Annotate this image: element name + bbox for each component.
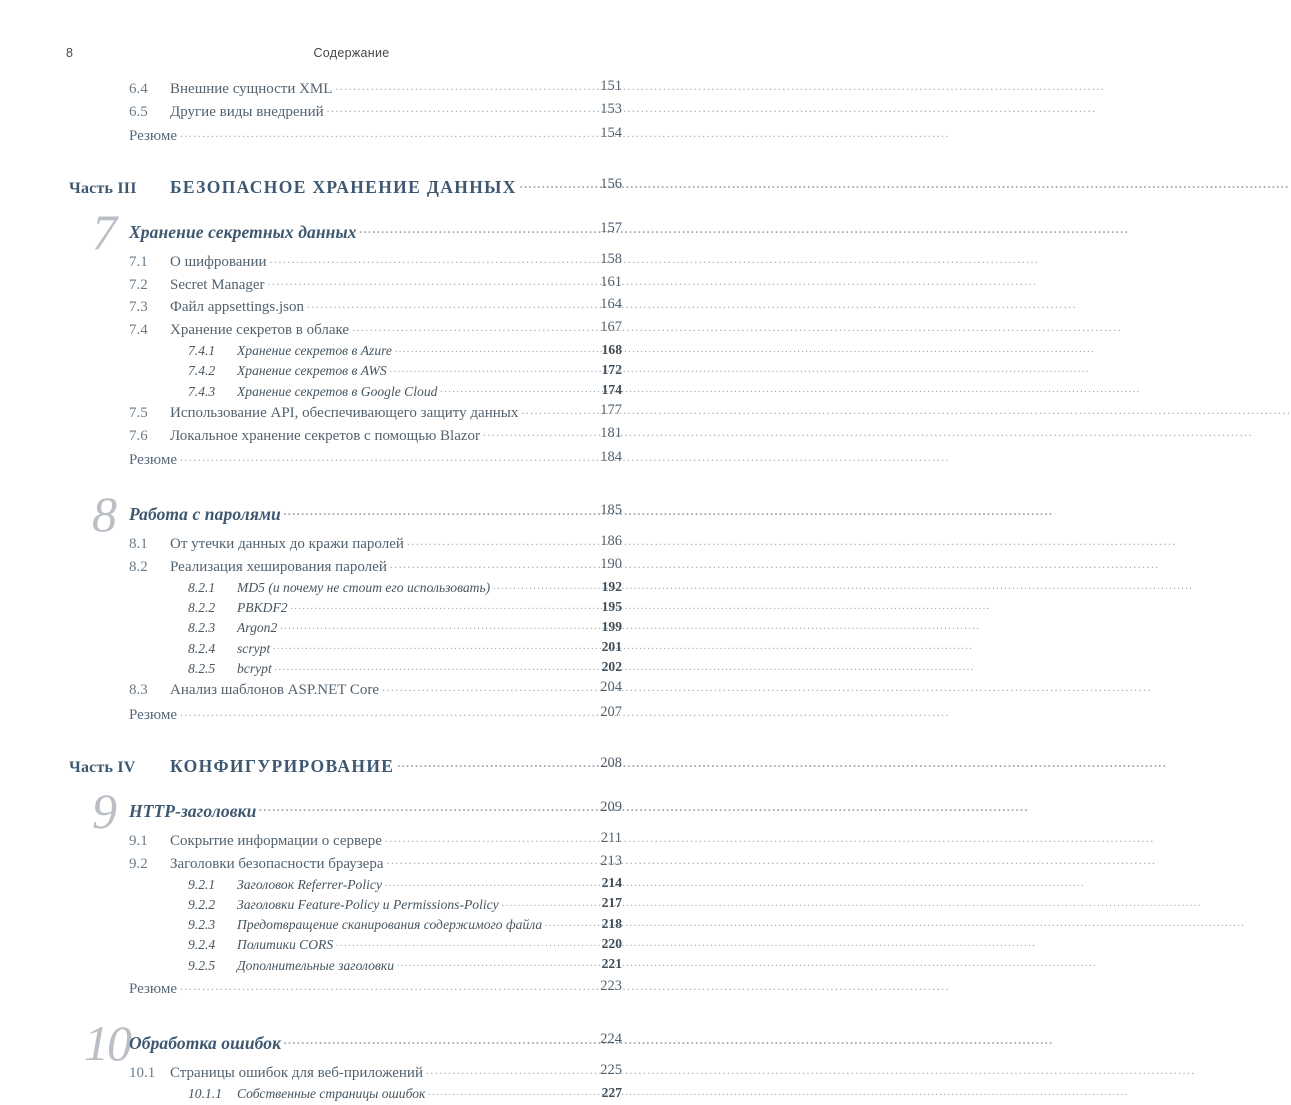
part-title-row[interactable] [0,755,703,785]
page-number: 184 [600,449,622,466]
page-number: 195 [601,598,622,614]
section-number: 7.3 [129,299,148,316]
leader-dots [259,799,620,817]
subsection-number: 8.2.3 [188,620,216,636]
leader-dots [440,382,620,396]
section-title: О шифровании [170,254,267,271]
leader-dots [390,556,620,571]
section-number: 8.3 [129,682,148,699]
subsection-entry[interactable] [0,875,703,895]
part-title: КОНФИГУРИРОВАНИЕ [170,756,395,777]
page-number: 199 [601,618,622,634]
subsection-entry[interactable] [0,916,703,936]
subsection-title: bcrypt [237,660,272,676]
subsection-number: 7.4.1 [188,343,216,359]
section-title: Локальное хранение секретов с помощью Blazor [170,427,481,444]
page-number: 185 [600,502,622,519]
page-number: 224 [600,1031,622,1048]
leader-dots [390,362,620,376]
page-number: 151 [600,78,622,94]
leader-dots [307,296,620,311]
page-number: 177 [600,402,622,419]
leader-dots [395,342,620,356]
section-number: 8.2 [129,558,148,575]
chapter-number: 8 [92,486,116,543]
section-entry[interactable] [0,296,703,319]
page-number: 167 [600,318,622,335]
section-number: 7.6 [129,427,148,444]
subsection-entry[interactable] [0,1085,703,1105]
section-title: Заголовки безопасности браузера [170,855,384,872]
subsection-number: 7.4.3 [188,383,216,399]
chapter-title-row[interactable] [0,1031,703,1058]
section-title: Другие виды внедрений [170,103,324,120]
toc-entry-list [0,78,703,1105]
section-number: 6.4 [129,81,148,97]
section-title: Внешние сущности XML [170,81,333,97]
page-number: 190 [600,555,622,572]
subsection-title: Заголовок Referrer-Policy [237,876,382,892]
page-number: 227 [601,1084,622,1100]
part-label: Часть IV [69,759,136,777]
page-number: 156 [600,176,622,193]
subsection-entry[interactable] [0,936,703,956]
leader-dots [284,1031,620,1049]
leader-dots [382,679,620,694]
resume-label: Резюме [129,452,178,469]
leader-dots [397,956,620,970]
running-head [0,46,703,68]
page-number: 204 [600,679,622,696]
section-number: 7.1 [129,254,148,271]
leader-dots [180,125,620,140]
leader-dots [273,639,620,653]
page-number: 214 [601,875,622,891]
section-number: 8.1 [129,536,148,553]
page-number: 218 [601,915,622,931]
subsection-number: 8.2.1 [188,580,216,596]
section-entry[interactable] [0,556,703,579]
page-number: 207 [600,704,622,721]
section-title: Реализация хеширования паролей [170,558,387,575]
page-number: 181 [600,424,622,441]
section-number: 9.1 [129,833,148,850]
subsection-title: Хранение секретов в AWS [237,363,387,379]
page-number: 213 [600,852,622,869]
leader-dots [180,704,620,719]
leader-dots [385,875,620,889]
section-entry[interactable] [0,274,703,297]
subsection-entry[interactable] [0,599,703,619]
subsection-number: 8.2.4 [188,640,216,656]
subsection-title: Хранение секретов в Azure [237,343,392,359]
chapter-title: Хранение секретных данных [129,221,357,242]
subsection-entry[interactable] [0,342,703,362]
leader-dots [180,449,620,464]
section-entry[interactable] [0,101,703,124]
section-entry[interactable] [0,78,703,101]
page-number: 161 [600,273,622,290]
subsection-title: PBKDF2 [237,600,288,616]
subsection-title: Заголовки Feature-Policy и Permissions-Policy [237,897,499,912]
leader-dots [336,936,620,950]
subsection-number: 9.2.3 [188,917,216,933]
section-title: Сокрытие информации о сервере [170,833,382,850]
subsection-number: 9.2.4 [188,937,216,953]
section-title: От утечки данных до кражи паролей [170,536,404,553]
section-entry[interactable] [0,425,703,448]
resume-entry[interactable] [0,704,703,727]
subsection-title: Политики CORS [237,937,334,953]
section-number: 10.1 [129,1065,156,1082]
section-entry[interactable] [0,1062,703,1085]
part-entry[interactable] [0,755,703,785]
subsection-title: Argon2 [237,620,278,636]
section-entry[interactable] [0,830,703,853]
resume-entry[interactable] [0,125,703,148]
chapter-number: 9 [92,783,116,840]
resume-label: Резюме [129,128,178,145]
leader-dots [385,830,620,845]
page-number: 211 [600,830,622,847]
part-spacer [0,727,703,755]
part-title-row[interactable] [0,176,703,206]
leader-dots [428,1085,620,1099]
leader-dots [352,319,620,334]
page-number: 157 [600,220,622,237]
part-title: БЕЗОПАСНОЕ ХРАНЕНИЕ ДАННЫХ [170,177,517,198]
leader-dots [180,978,620,993]
resume-entry[interactable] [0,449,703,472]
chapter-title: Работа с паролями [129,503,281,524]
page-number: 172 [601,361,622,377]
page-number: 154 [600,125,622,142]
section-number: 7.5 [129,405,148,422]
page-number: 220 [601,935,622,951]
leader-dots [268,274,620,289]
leader-dots [327,101,620,116]
leader-dots [407,533,620,548]
chapter-title-row[interactable] [0,220,703,247]
section-entry[interactable] [0,853,703,876]
chapter-title-row[interactable] [0,799,703,826]
subsection-entry[interactable] [0,895,703,915]
page-number: 158 [600,251,622,268]
subsection-title: Хранение секретов в Google Cloud [237,383,438,399]
part-label: Часть III [69,180,137,198]
part-spacer [0,148,703,176]
subsection-entry[interactable] [0,956,703,976]
subsection-number: 8.2.2 [188,600,216,616]
subsection-number: 7.4.2 [188,363,216,379]
subsection-number: 8.2.5 [188,660,216,676]
section-title: Использование API, обеспечивающего защиту данных [170,405,519,422]
page-number: 221 [601,955,622,971]
chapter-title: HTTP-заголовки [129,800,257,821]
chapter-number: 10 [84,1015,130,1072]
resume-entry[interactable] [0,978,703,1001]
section-title: Secret Manager [170,276,265,293]
subsection-entry[interactable] [0,382,703,402]
chapter-number: 7 [92,204,116,261]
resume-label: Резюме [129,707,178,724]
section-entry[interactable] [0,251,703,274]
subsection-entry[interactable] [0,639,703,659]
subsection-entry[interactable] [0,579,703,599]
subsection-number: 9.2.1 [188,876,216,892]
leader-dots [284,502,620,520]
part-entry[interactable] [0,176,703,206]
leader-dots [275,659,620,673]
subsection-title: Собственные страницы ошибок [237,1086,426,1102]
leader-dots [387,853,620,868]
section-title: Страницы ошибок для веб-приложений [170,1065,423,1082]
page-number: 217 [601,895,622,911]
section-number: 9.2 [129,855,148,872]
subsection-title: Предотвращение сканирования содержимого файла [237,917,543,933]
leader-dots [397,755,620,772]
page-number: 192 [601,578,622,594]
page-number: 186 [600,533,622,550]
section-entry[interactable] [0,679,703,702]
page-number: 225 [600,1062,622,1079]
page-number: 168 [601,341,622,357]
subsection-number: 9.2.2 [188,897,216,912]
page-folio: 8 [66,46,74,60]
leader-dots [426,1062,620,1077]
resume-label: Резюме [129,981,178,998]
subsection-title: Дополнительные заголовки [237,957,394,973]
section-entry[interactable] [0,533,703,556]
section-title: Анализ шаблонов ASP.NET Core [170,682,380,699]
subsection-number: 10.1.1 [188,1086,222,1102]
subsection-entry[interactable] [0,659,703,679]
subsection-number: 9.2.5 [188,957,216,973]
section-title: Хранение секретов в облаке [170,321,350,338]
chapter-title: Обработка ошибок [129,1032,282,1053]
page-number: 223 [600,978,622,995]
page-number: 209 [600,799,622,816]
leader-dots [291,599,620,613]
running-head-title: Содержание [313,46,390,60]
subsection-entry[interactable] [0,362,703,382]
subsection-title: scrypt [237,640,271,656]
page-number: 201 [601,639,622,655]
subsection-entry[interactable] [0,619,703,639]
leader-dots [360,220,620,238]
section-title: Файл appsettings.json [170,299,305,316]
section-number: 6.5 [129,103,148,120]
section-entry[interactable] [0,319,703,342]
page-number: 174 [601,381,622,397]
section-entry[interactable] [0,402,703,425]
page-number: 153 [600,100,622,117]
section-number: 7.2 [129,276,148,293]
section-number: 7.4 [129,321,148,338]
subsection-title: MD5 (и почему не стоит его использовать) [237,580,491,596]
page-number: 202 [601,659,622,675]
page-number: 208 [600,755,622,772]
leader-dots [280,619,620,633]
chapter-title-row[interactable] [0,502,703,529]
leader-dots [335,78,620,93]
page-number: 164 [600,296,622,313]
leader-dots [270,251,620,266]
